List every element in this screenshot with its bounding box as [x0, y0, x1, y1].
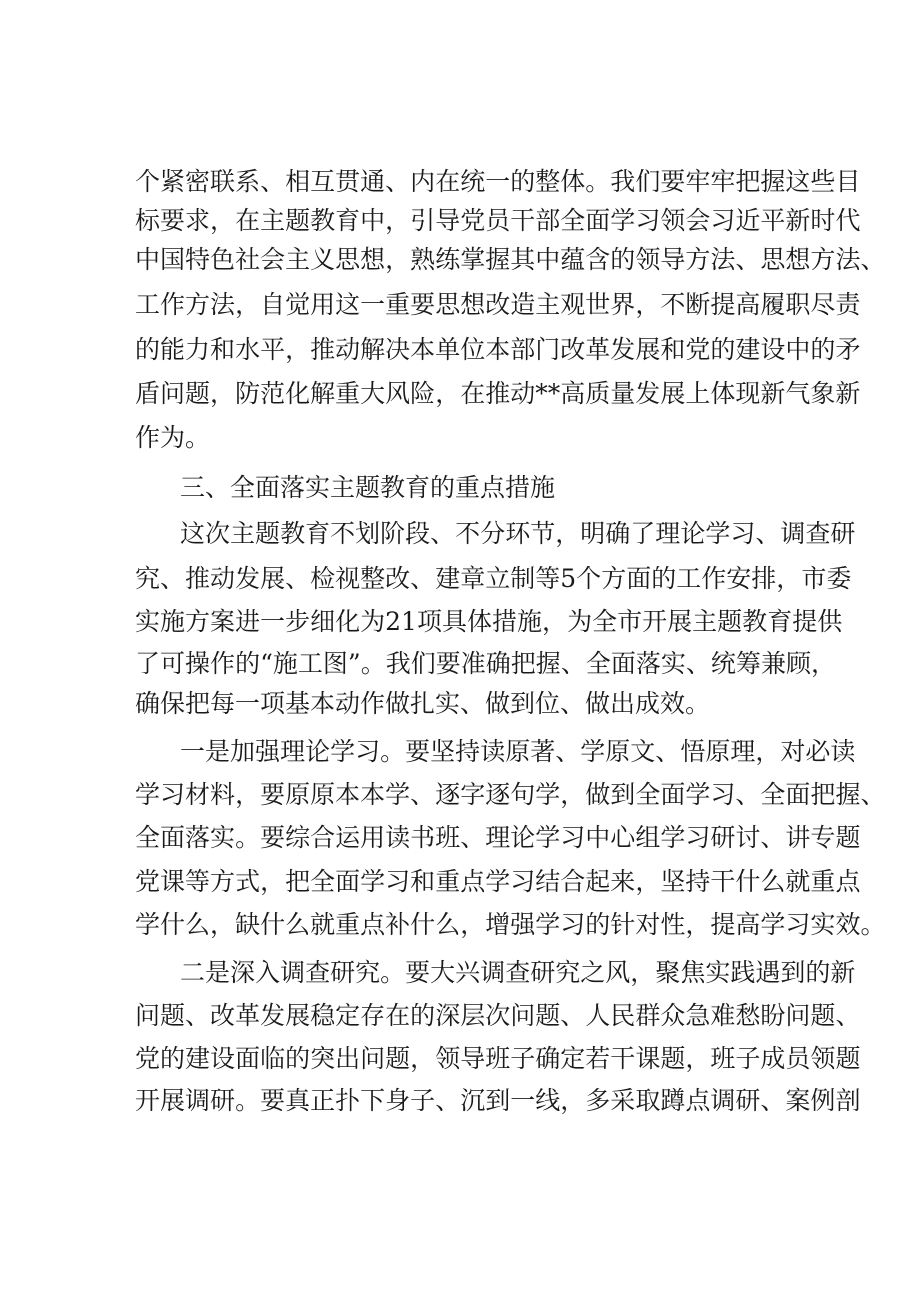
text-line-content: 盾 问 题 ， 防 范 化 解 重 大 风 险 ， 在 推 动 ** 高 质 量 发 展 上 体 现 新 气 象 新: [135, 379, 861, 408]
text-line: [135, 1043, 861, 1075]
text-line-content: 工 作 方 法 ， 自 觉 用 这 一 重 要 思 想 改 造 主 观 世 界 ， 不 断 提 高 履 职 尽 责: [135, 290, 861, 319]
text-line: [135, 1085, 861, 1117]
text-line-content: 党 课 等 方 式 ， 把 全 面 学 习 和 重 点 学 习 结 合 起 来 ， 坚 持 干 什 么 就 重 点: [135, 867, 861, 896]
text-line: [180, 957, 856, 989]
text-line: 确保把每一项基本动作做扎实、做到位、做出成效。: [135, 689, 711, 718]
text-line: [135, 205, 861, 237]
text-line: [135, 822, 861, 854]
text-line: 作为。: [135, 423, 211, 452]
section-heading: 三、全面落实主题教育的重点措施: [180, 473, 556, 502]
text-line-content: 实 施 方 案 进 一 步 细 化 为 21 项 具 体 措 施 ， 为 全 市 开 展 主 题 教 育 提 供: [135, 607, 843, 636]
text-line: [135, 334, 861, 366]
text-line-content: 个 紧 密 联 系 、 相 互 贯 通 、 内 在 统 一 的 整 体 。 我 们 要 牢 牢 把 握 这 些 目: [135, 167, 861, 196]
text-line: [180, 518, 856, 550]
text-line-content: 标 要 求 ， 在 主 题 教 育 中 ， 引 导 党 员 干 部 全 面 学 习 领 会 习 近 平 新 时 代: [135, 206, 861, 235]
text-line-content: 一 是 加 强 理 论 学 习 。 要 坚 持 读 原 著 、 学 原 文 、 悟 原 理 ， 对 必 读: [180, 737, 856, 766]
text-line-content: 全 面 落 实 。 要 综 合 运 用 读 书 班 、 理 论 学 习 中 心 组 学 习 研 讨 、 讲 专 题: [135, 823, 861, 852]
text-line: [135, 166, 861, 198]
text-line: [135, 563, 852, 595]
text-line-content: 党 的 建 设 面 临 的 突 出 问 题 ， 领 导 班 子 确 定 若 干 课 题 ， 班 子 成 员 领 题: [135, 1044, 861, 1073]
text-line: [135, 378, 861, 410]
text-line: [135, 1000, 861, 1032]
text-line: [135, 648, 836, 680]
text-line-content: 了 可 操 作 的 “ 施 工 图 ” 。 我 们 要 准 确 把 握 、 全 面 落 实 、 统 筹 兼 顾 ，: [135, 649, 836, 678]
text-line-content: 中 国 特 色 社 会 主 义 思 想 ， 熟 练 掌 握 其 中 蕴 含 的 领 导 方 法 、 思 想 方 法 、: [135, 245, 886, 274]
text-line: [135, 779, 886, 811]
text-line-content: 学 什 么 ， 缺 什 么 就 重 点 补 什 么 ， 增 强 学 习 的 针 对 性 ， 提 高 学 习 实 效 。: [135, 910, 886, 939]
text-line: [135, 606, 843, 638]
text-line-content: 这 次 主 题 教 育 不 划 阶 段 、 不 分 环 节 ， 明 确 了 理 论 学 习 、 调 查 研: [180, 519, 856, 548]
text-line-content: 的 能 力 和 水 平 ， 推 动 解 决 本 单 位 本 部 门 改 革 发 展 和 党 的 建 设 中 的 矛: [135, 335, 861, 364]
text-line-content: 开 展 调 研 。 要 真 正 扑 下 身 子 、 沉 到 一 线 ， 多 采 取 蹲 点 调 研 、 案 例 剖: [135, 1086, 861, 1115]
text-line-content: 究 、 推 动 发 展 、 检 视 整 改 、 建 章 立 制 等 5 个 方 面 的 工 作 安 排 ， 市 委: [135, 564, 852, 593]
text-line: [135, 909, 886, 941]
text-line: [135, 244, 886, 276]
text-line: [180, 736, 856, 768]
text-line: [135, 289, 861, 321]
text-line-content: 问 题 、 改 革 发 展 稳 定 存 在 的 深 层 次 问 题 、 人 民 群 众 急 难 愁 盼 问 题 、: [135, 1001, 861, 1030]
text-line: [135, 866, 861, 898]
text-line-content: 二 是 深 入 调 查 研 究 。 要 大 兴 调 查 研 究 之 风 ， 聚 焦 实 践 遇 到 的 新: [180, 958, 856, 987]
text-line-content: 学 习 材 料 ， 要 原 原 本 本 学 、 逐 字 逐 句 学 ， 做 到 全 面 学 习 、 全 面 把 握 、: [135, 780, 886, 809]
